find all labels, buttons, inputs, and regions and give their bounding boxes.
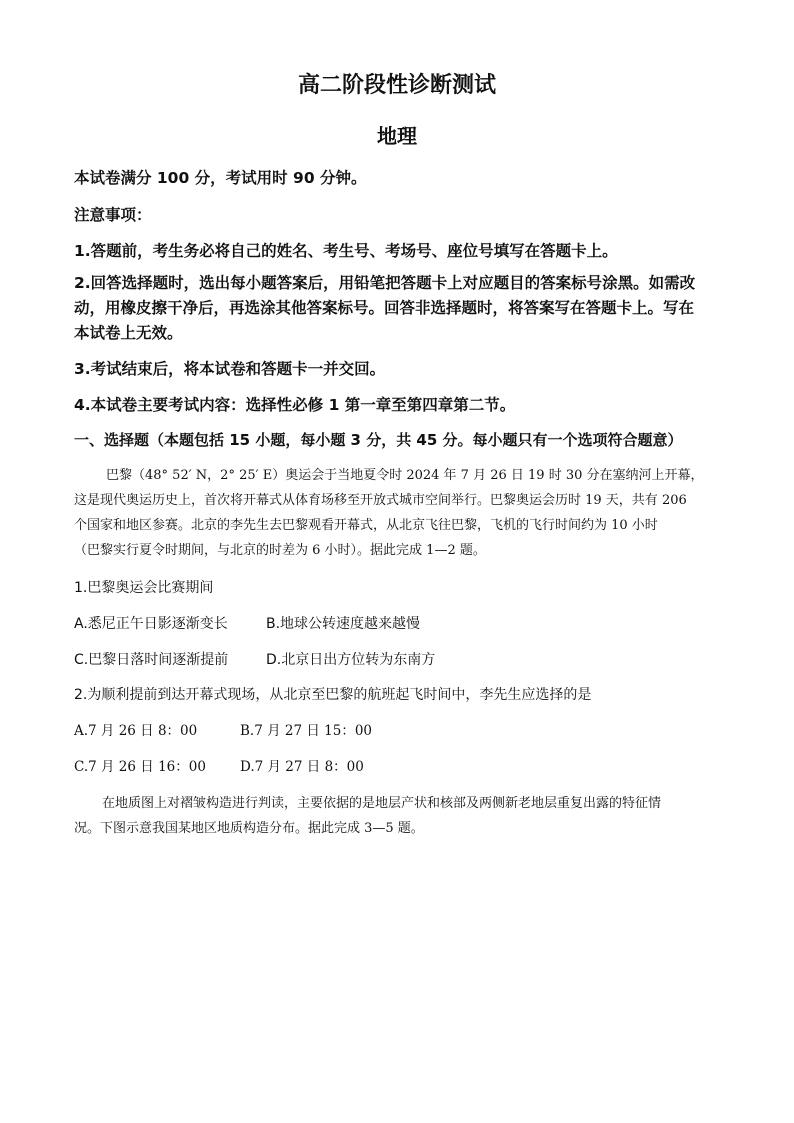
question-1-option-b: B.地球公转速度越来越慢: [266, 616, 421, 632]
notice-item-1: 1.答题前，考生务必将自己的姓名、考生号、考场号、座位号填写在答题卡上。: [74, 242, 618, 260]
notice-item-2-line-3: 本试卷上无效。: [74, 324, 183, 342]
notice-item-4: 4.本试卷主要考试内容：选择性必修 1 第一章至第四章第二节。: [74, 396, 516, 414]
passage1-line-2: 这是现代奥运历史上，首次将开幕式从体育场移至开放式城市空间举行。巴黎奥运会历时 19 天，共有 206: [74, 493, 687, 508]
passage1-line-4: （巴黎实行夏令时期间，与北京的时差为 6 小时）。据此完成 1—2 题。: [74, 543, 486, 558]
score-line: 本试卷满分 100 分，考试用时 90 分钟。: [74, 169, 367, 187]
question-2-option-b: B.7 月 27 日 15：00: [240, 723, 373, 739]
notice-item-3: 3.考试结束后，将本试卷和答题卡一并交回。: [74, 360, 386, 378]
question-2-stem: 2.为顺利提前到达开幕式现场，从北京至巴黎的航班起飞时间中，李先生应选择的是: [74, 687, 592, 703]
question-1-stem: 1.巴黎奥运会比赛期间: [74, 580, 214, 596]
exam-title: 高二阶段性诊断测试: [297, 72, 496, 98]
question-1-option-d: D.北京日出方位转为东南方: [266, 652, 436, 668]
notice-item-2-line-2: 动，用橡皮擦干净后，再选涂其他答案标号。回答非选择题时，将答案写在答题卡上。写在: [74, 299, 695, 317]
question-2-option-a: A.7 月 26 日 8：00: [74, 723, 198, 739]
passage1-line-3: 个国家和地区参赛。北京的李先生去巴黎观看开幕式，从北京飞往巴黎，飞机的飞行时间约为 10 小时: [74, 518, 658, 533]
question-2-option-d: D.7 月 27 日 8：00: [240, 759, 364, 775]
question-1-option-a: A.悉尼正午日影逐渐变长: [74, 616, 228, 632]
passage2-line-1: 在地质图上对褶皱构造进行判读，主要依据的是地层产状和核部及两侧新老地层重复出露的特征情: [102, 796, 662, 811]
question-2-option-c: C.7 月 26 日 16：00: [74, 759, 206, 775]
question-1-option-c: C.巴黎日落时间逐渐提前: [74, 652, 229, 668]
subject-title: 地理: [377, 124, 417, 148]
section-heading: 一、选择题（本题包括 15 小题，每小题 3 分，共 45 分。每小题只有一个选项符合题意）: [74, 431, 683, 449]
passage2-line-2: 况。下图示意我国某地区地质构造分布。据此完成 3—5 题。: [74, 821, 424, 836]
notice-item-2-line-1: 2.回答选择题时，选出每小题答案后，用铅笔把答题卡上对应题目的答案标号涂黑。如需改: [74, 274, 696, 292]
passage1-line-1: 巴黎（48° 52′ N，2° 25′ E）奥运会于当地夏令时 2024 年 7 月 26 日 19 时 30 分在塞纳河上开幕，: [106, 468, 704, 483]
notice-heading: 注意事项：: [74, 206, 152, 224]
